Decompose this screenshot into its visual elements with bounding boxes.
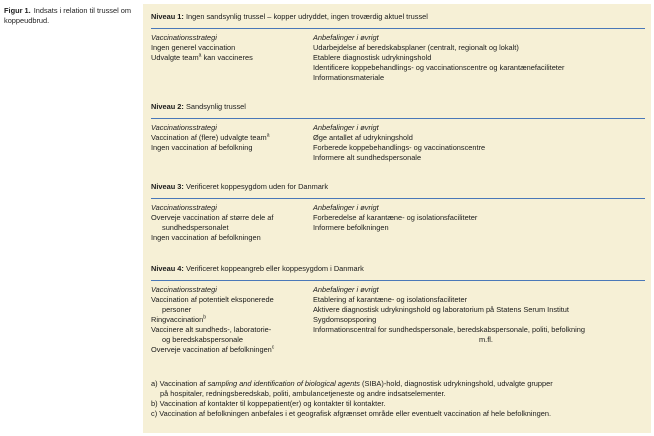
strategy-item: Udvalgte team$^a$ kan vaccineres	[151, 52, 253, 62]
level-4-divider	[151, 280, 645, 281]
strategy-item: sundhedspersonalet	[162, 223, 229, 232]
level-2-section	[151, 102, 645, 162]
level-3-vaccination-strategy	[151, 203, 313, 243]
footnote-c: c) Vaccination af befolkningen anbefales i et geografisk afgrænset område eller eventuelt vaccination af hele befolkningen.	[151, 409, 552, 418]
strategy-item: Ingen vaccination af befolkning	[151, 143, 253, 152]
level-2-columns	[151, 123, 645, 163]
column-heading: Anbefalinger i øvrigt	[313, 33, 379, 42]
figure-panel	[143, 4, 651, 433]
level-2-title: Niveau 2: Sandsynlig trussel	[151, 102, 246, 111]
recommendation-item: Informationscentral for sundhedspersonale, beredskabspersonale, politi, befolkning	[313, 325, 585, 334]
level-4-recommendations	[313, 285, 645, 355]
recommendation-item: Sygdomsopsporing	[313, 315, 377, 324]
footnote-a: a) Vaccination af sampling and identification of biological agents (SIBA)-hold, diagnostisk udrykningshold, udvalgte grupper	[151, 379, 553, 388]
strategy-item: og beredskabspersonale	[162, 335, 243, 344]
footnote-b: b) Vaccination af kontakter til koppepatient(er) og kontakter til kontakter.	[151, 399, 386, 408]
level-1-columns	[151, 33, 645, 83]
level-3-columns	[151, 203, 645, 243]
column-heading: Vaccinationsstrategi	[151, 203, 217, 212]
column-heading: Vaccinationsstrategi	[151, 285, 217, 294]
level-3-section	[151, 182, 645, 242]
column-heading: Vaccinationsstrategi	[151, 123, 217, 132]
figure-caption-text: Indsats i relation til trussel om koppeudbrud.	[4, 6, 132, 25]
recommendation-item: Etablere diagnostisk udrykningshold	[313, 53, 432, 62]
footnotes	[151, 379, 645, 419]
strategy-item: Vaccination af potentielt eksponerede	[151, 295, 274, 304]
recommendation-item: Informere alt sundhedspersonale	[313, 153, 422, 162]
level-4-title: Niveau 4: Verificeret koppeangreb eller koppesygdom i Danmark	[151, 264, 364, 273]
level-4-columns	[151, 285, 645, 355]
recommendation-item: Informere befolkningen	[313, 223, 389, 232]
column-heading: Anbefalinger i øvrigt	[313, 123, 379, 132]
footnote-a-continued: på hospitaler, redningsberedskab, politi, ambulancetjeneste og andre indsatselementer.	[160, 389, 446, 398]
level-2-recommendations	[313, 123, 645, 163]
recommendation-item: Forberede koppebehandlings- og vaccinationscentre	[313, 143, 486, 152]
recommendation-item: Udarbejdelse af beredskabsplaner (centralt, regionalt og lokalt)	[313, 43, 519, 52]
recommendation-item: Øge antallet af udrykningshold	[313, 133, 413, 142]
level-4-section	[151, 264, 645, 354]
level-1-section	[151, 12, 645, 82]
strategy-item: Ingen vaccination af befolkningen	[151, 233, 261, 242]
column-heading: Anbefalinger i øvrigt	[313, 285, 379, 294]
strategy-item: Overveje vaccination af større dele af	[151, 213, 274, 222]
level-2-vaccination-strategy	[151, 123, 313, 163]
column-heading: Vaccinationsstrategi	[151, 33, 217, 42]
level-1-vaccination-strategy	[151, 33, 313, 83]
level-1-title: Niveau 1: Ingen sandsynlig trussel – kopper udryddet, ingen troværdig aktuel trussel	[151, 12, 428, 21]
figure-label: Figur 1.	[4, 6, 31, 15]
strategy-item: Ringvaccination$^b$	[151, 314, 206, 324]
strategy-item: Overveje vaccination af befolkningen$^c$	[151, 344, 275, 354]
recommendation-item: Forberedelse af karantæne- og isolationsfaciliteter	[313, 213, 478, 222]
strategy-item: Ingen generel vaccination	[151, 43, 236, 52]
level-3-divider	[151, 198, 645, 199]
recommendation-item: Aktivere diagnostisk udrykningshold og laboratorium på Statens Serum Institut	[313, 305, 569, 314]
recommendation-item: Informationsmateriale	[313, 73, 385, 82]
recommendation-item: m.fl.	[479, 335, 493, 344]
level-1-recommendations	[313, 33, 645, 83]
strategy-item: Vaccinere alt sundheds-, laboratorie-	[151, 325, 272, 334]
level-4-vaccination-strategy	[151, 285, 313, 355]
column-heading: Anbefalinger i øvrigt	[313, 203, 379, 212]
level-3-title: Niveau 3: Verificeret koppesygdom uden for Danmark	[151, 182, 329, 191]
strategy-item: Vaccination af (flere) udvalgte team$^a$	[151, 132, 270, 142]
level-3-recommendations	[313, 203, 645, 243]
level-2-divider	[151, 118, 645, 119]
strategy-item: personer	[162, 305, 192, 314]
level-1-divider	[151, 28, 645, 29]
figure-caption	[4, 6, 139, 25]
recommendation-item: Etablering af karantæne- og isolationsfaciliteter	[313, 295, 468, 304]
recommendation-item: Identificere koppebehandlings- og vaccinationscentre og karantænefaciliteter	[313, 63, 565, 72]
